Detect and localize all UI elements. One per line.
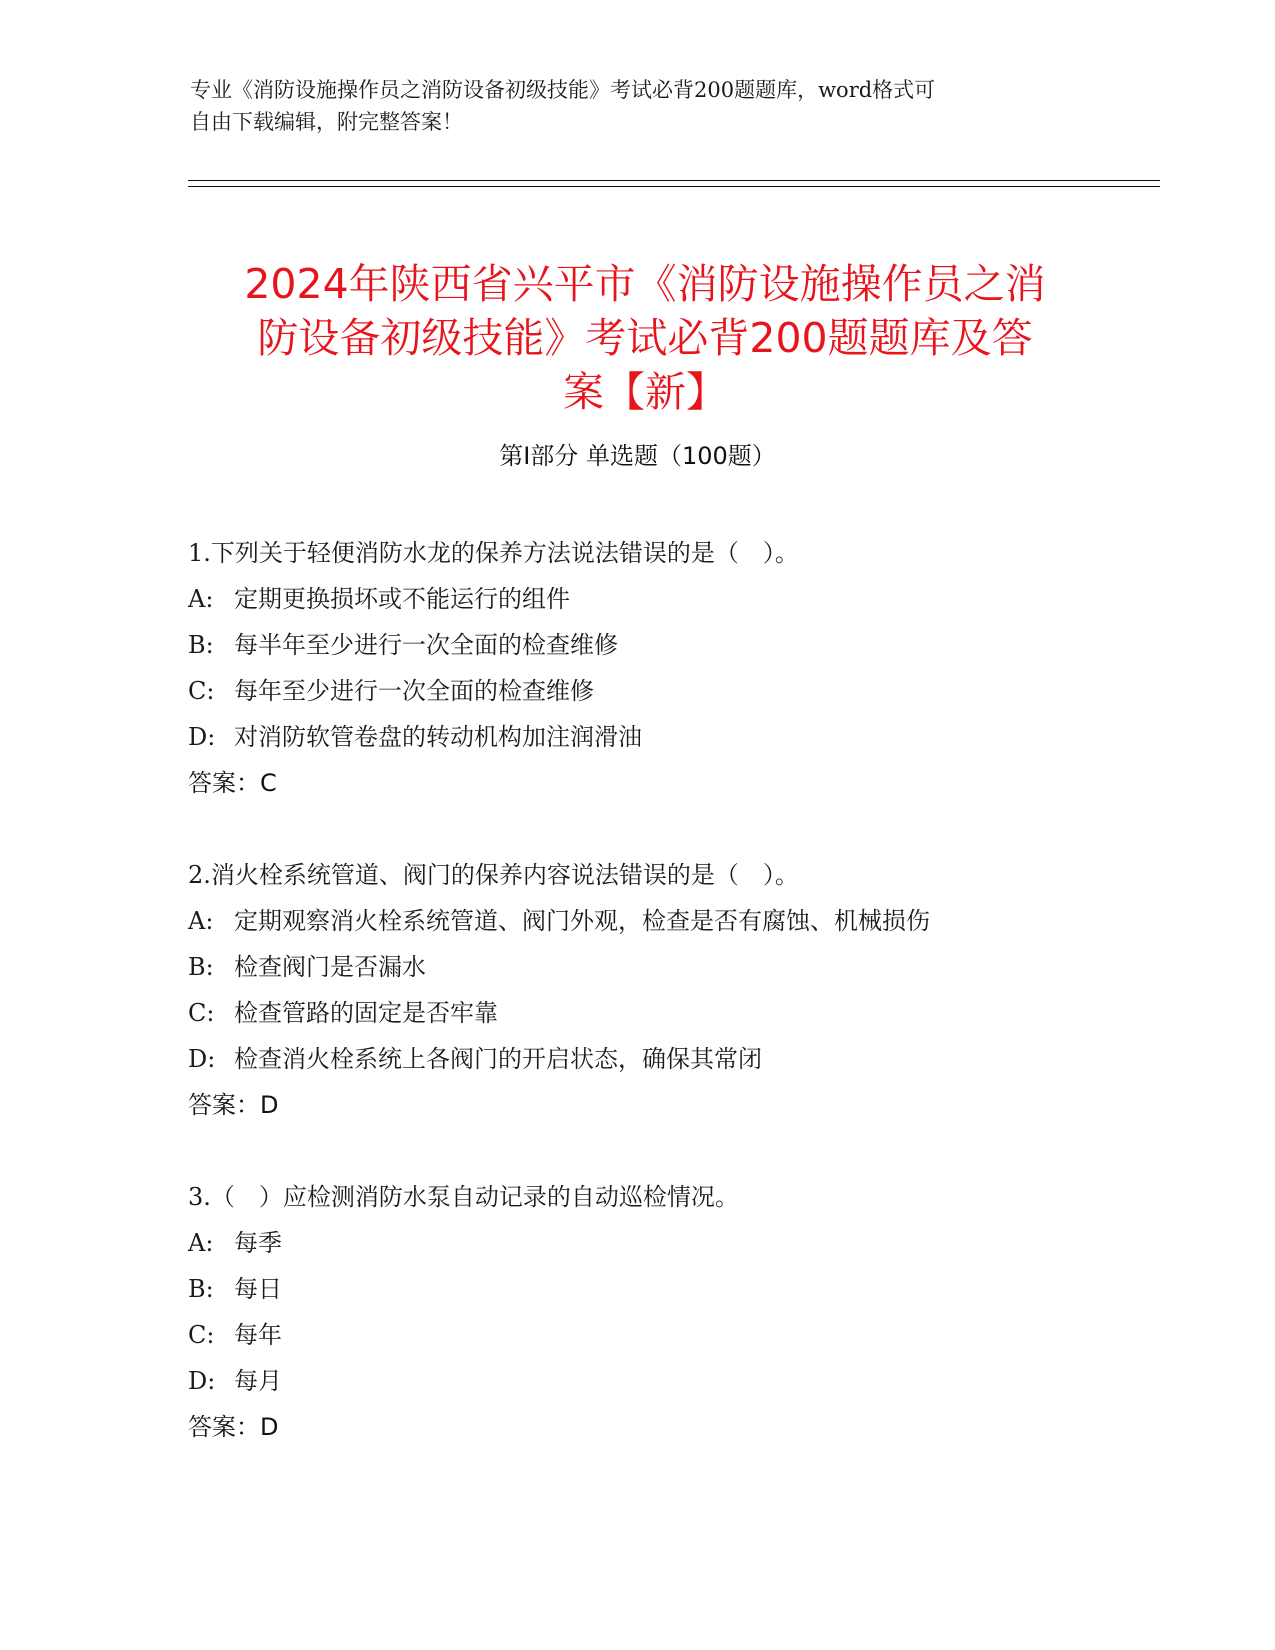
question-1: [188, 530, 1148, 806]
option-text: 每月: [234, 1367, 282, 1395]
option-letter: B:: [188, 953, 214, 981]
option-text: 每年至少进行一次全面的检查维修: [234, 677, 594, 705]
header-divider-bottom: [188, 186, 1160, 187]
option-letter: D:: [188, 723, 216, 751]
option-c: [188, 668, 1148, 714]
section-heading: 第I部分 单选题（100题）: [499, 442, 776, 470]
title-line-2: 防设备初级技能》考试必背200题题库及答: [257, 314, 1033, 363]
option-d: [188, 1036, 1148, 1082]
option-text: 每日: [234, 1275, 282, 1303]
option-b: [188, 1266, 1148, 1312]
question-stem: 1.下列关于轻便消防水龙的保养方法说法错误的是（ ）。: [188, 539, 799, 567]
option-letter: A:: [188, 585, 214, 613]
option-c: [188, 990, 1148, 1036]
answer-line: 答案：D: [188, 1091, 279, 1119]
option-letter: D:: [188, 1045, 216, 1073]
option-text: 检查阀门是否漏水: [234, 953, 426, 981]
option-text: 检查消火栓系统上各阀门的开启状态，确保其常闭: [234, 1045, 762, 1073]
answer-line: 答案：D: [188, 1413, 279, 1441]
question-list: [188, 530, 1148, 1450]
question-stem: 2.消火栓系统管道、阀门的保养内容说法错误的是（ ）。: [188, 861, 799, 889]
option-text: 对消防软管卷盘的转动机构加注润滑油: [234, 723, 642, 751]
option-d: [188, 714, 1148, 760]
question-2: [188, 852, 1148, 1128]
option-letter: C:: [188, 677, 215, 705]
question-stem: 3.（ ）应检测消防水泵自动记录的自动巡检情况。: [188, 1183, 739, 1211]
option-text: 检查管路的固定是否牢靠: [234, 999, 498, 1027]
answer-line: 答案：C: [188, 769, 277, 797]
option-letter: B:: [188, 1275, 214, 1303]
title-line-1: 2024年陕西省兴平市《消防设施操作员之消: [244, 260, 1046, 309]
title-line-3: 案【新】: [563, 368, 727, 417]
header-divider-top: [188, 180, 1160, 181]
option-letter: B:: [188, 631, 214, 659]
option-b: [188, 622, 1148, 668]
option-d: [188, 1358, 1148, 1404]
option-a: [188, 1220, 1148, 1266]
option-text: 定期观察消火栓系统管道、阀门外观，检查是否有腐蚀、机械损伤: [234, 907, 930, 935]
option-a: [188, 576, 1148, 622]
question-3: [188, 1174, 1148, 1450]
option-letter: A:: [188, 907, 214, 935]
option-letter: C:: [188, 1321, 215, 1349]
option-a: [188, 898, 1148, 944]
option-letter: A:: [188, 1229, 214, 1257]
document-title: [170, 257, 1120, 419]
intro-line-1: 专业《消防设施操作员之消防设备初级技能》考试必背200题题库，word格式可: [190, 78, 936, 102]
option-text: 定期更换损坏或不能运行的组件: [234, 585, 570, 613]
option-text: 每半年至少进行一次全面的检查维修: [234, 631, 618, 659]
option-b: [188, 944, 1148, 990]
option-letter: C:: [188, 999, 215, 1027]
intro-line-2: 自由下载编辑，附完整答案！: [190, 110, 463, 134]
option-text: 每年: [234, 1321, 282, 1349]
option-text: 每季: [234, 1229, 282, 1257]
intro-text: [190, 74, 1090, 138]
option-c: [188, 1312, 1148, 1358]
option-letter: D:: [188, 1367, 216, 1395]
